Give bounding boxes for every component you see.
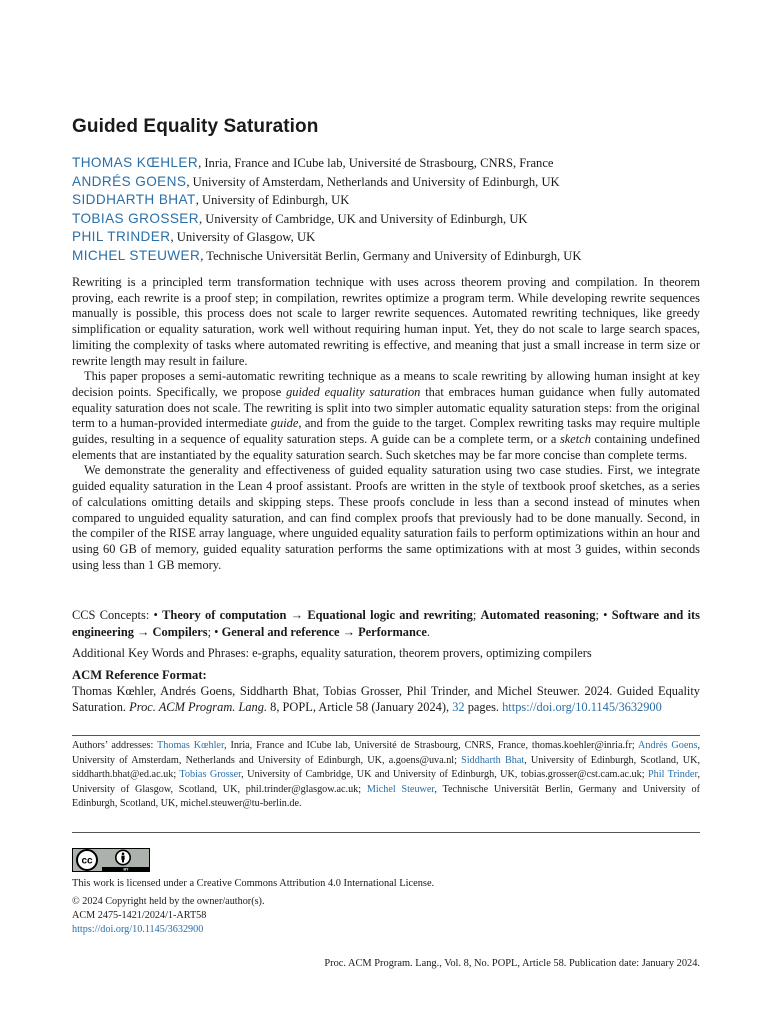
address-author-link[interactable]: Tobias Grosser xyxy=(179,769,242,780)
abstract-text: This paper proposes a semi-automatic rewriting technique as a means to scale rewriting by allowing human insight at key decision points. Specifically, we propose xyxy=(72,369,700,399)
ccs-separator: ; • xyxy=(207,625,222,639)
keywords: Additional Key Words and Phrases: e-graphs, equality saturation, theorem provers, optimizing compilers xyxy=(72,646,592,660)
author-addresses xyxy=(72,739,700,812)
abstract-paragraph-1: Rewriting is a principled term transformation technique with uses across theorem proving and compilation. In theorem proving, each rewrite is a proof step; in compilation, rewrites optimize a program term. While developing rewrite sequences manually is possible, this process does not scale to larger rewrite sequences. Automated rewriting techniques, like greedy simplification or equality saturation, work well without requiring human input. Yet, they do not scale to large search spaces, limiting the complexity of tasks where automated rewriting is effective, and meaning that just a small increase in term size or rewrite length may result in failure. xyxy=(72,275,700,368)
acm-id-line: ACM 2475-1421/2024/1-ART58 xyxy=(72,909,207,921)
author-name[interactable]: PHIL TRINDER xyxy=(72,229,171,244)
address-detail: , University of Edinburgh, Scotland, UK, siddharth.bhat@ed.ac.uk; xyxy=(72,754,701,780)
by-label: BY xyxy=(123,867,129,872)
author-affiliation: , Inria, France and ICube lab, Université de Strasbourg, CNRS, France xyxy=(198,156,554,170)
ccs-separator: ; xyxy=(472,608,481,622)
address-detail: , Inria, France and ICube lab, Université de Strasbourg, CNRS, France, thomas.koehler@inria.fr; xyxy=(223,740,639,751)
copyright-line: © 2024 Copyright held by the owner/author(s). xyxy=(72,896,265,907)
ccs-concept: Theory of computation → Equational logic and rewriting xyxy=(162,608,473,622)
reference-text: pages. xyxy=(464,699,503,714)
author-affiliation: , University of Amsterdam, Netherlands and University of Edinburgh, UK xyxy=(186,174,560,189)
author-entry xyxy=(72,173,700,192)
ccs-concept: Software and its engineering → Compilers xyxy=(72,608,700,639)
address-detail: , University of Cambridge, UK and University of Edinburgh, UK, tobias.grosser@cst.cam.ac.uk; xyxy=(241,769,648,780)
author-affiliation: , University of Edinburgh, UK xyxy=(195,193,350,207)
svg-text:cc: cc xyxy=(81,855,93,867)
abstract-paragraph-2 xyxy=(72,369,700,463)
author-name[interactable]: TOBIAS GROSSER xyxy=(72,210,199,226)
address-detail: , University of Glasgow, Scotland, UK, phil.trinder@glasgow.ac.uk; xyxy=(72,769,700,795)
cc-by-license-badge[interactable] xyxy=(72,848,150,872)
copyright-doi-link[interactable]: https://doi.org/10.1145/3632900 xyxy=(72,923,204,935)
reference-text: Thomas Kœhler, Andrés Goens, Siddharth Bhat, Tobias Grosser, Phil Trinder, and Michel Steuwer. 2024. Guided Equality Saturation. xyxy=(72,684,700,714)
author-entry xyxy=(72,191,700,210)
address-author-link[interactable]: Andrés Goens xyxy=(638,740,698,751)
page-footer: Proc. ACM Program. Lang., Vol. 8, No. POPL, Article 58. Publication date: January 2024. xyxy=(324,958,700,969)
ccs-separator: ; • xyxy=(595,608,612,622)
addresses-label: Authors’ addresses: xyxy=(72,740,158,751)
reference-text: 8, POPL, Article 58 (January 2024), xyxy=(267,699,453,714)
author-list xyxy=(72,154,700,265)
reference-format xyxy=(72,684,700,715)
author-entry xyxy=(72,210,700,229)
abstract-emphasis: guide xyxy=(270,416,299,431)
address-detail: , University of Amsterdam, Netherlands and University of Edinburgh, UK, a.goens@uva.nl; xyxy=(72,740,700,766)
cc-icon xyxy=(77,850,97,870)
abstract-emphasis: sketch xyxy=(559,432,591,447)
address-author-link[interactable]: Thomas Kœhler xyxy=(157,740,224,751)
address-author-link[interactable]: Michel Steuwer xyxy=(366,783,435,795)
author-name[interactable]: SIDDHARTH BHAT xyxy=(72,192,196,207)
reference-doi-link[interactable]: https://doi.org/10.1145/3632900 xyxy=(502,699,662,714)
abstract-paragraph-3: We demonstrate the generality and effectiveness of guided equality saturation using two case studies. First, we integrate guided equality saturation in the Lean 4 proof assistant. Proofs are written in the style of textbook proof sketches, as a series of calculations omitting details and skipping steps. These proofs conclude in less than a second instead of minutes when compared to unguided equality saturation, and can find complex proofs that previously had to be done manually. Second, in the compiler of the RISE array language, where unguided equality saturation fails to perform optimizations within an hour and using 60 GB of memory, guided equality saturation performs the same optimizations with at most 3 guides, within seconds using less than 1 GB memory. xyxy=(72,463,700,572)
ccs-concepts xyxy=(72,607,700,641)
author-name[interactable]: THOMAS KŒHLER xyxy=(72,155,199,170)
copyright-block xyxy=(72,895,265,936)
ccs-concept: Automated reasoning xyxy=(480,608,596,622)
reference-pages-link[interactable]: 32 xyxy=(452,699,465,714)
author-affiliation: , University of Glasgow, UK xyxy=(170,230,316,244)
address-author-link[interactable]: Siddharth Bhat xyxy=(461,754,525,766)
author-entry xyxy=(72,247,700,266)
paper-title: Guided Equality Saturation xyxy=(72,116,319,137)
abstract xyxy=(72,275,700,573)
divider xyxy=(72,735,700,736)
ccs-label: CCS Concepts: • xyxy=(72,608,163,622)
author-affiliation: , University of Cambridge, UK and University of Edinburgh, UK xyxy=(198,211,528,226)
author-name[interactable]: MICHEL STEUWER xyxy=(72,247,201,263)
author-name[interactable]: ANDRÉS GOENS xyxy=(72,173,187,189)
author-entry xyxy=(72,228,700,247)
abstract-emphasis: guided equality saturation xyxy=(286,384,421,399)
abstract-text: that embraces human guidance when fully automated equality saturation does not scale. The rewriting is split into two simpler automatic equality saturation steps: from the original term to a human-provided intermediate xyxy=(72,384,701,431)
author-entry xyxy=(72,154,700,173)
author-affiliation: , Technische Universität Berlin, Germany and University of Edinburgh, UK xyxy=(200,248,582,263)
abstract-text: containing undefined elements that are instantiated by the equality saturation search. Such sketches may be far more concise than complete terms. xyxy=(72,432,701,462)
person-icon xyxy=(116,850,130,864)
license-statement: This work is licensed under a Creative Commons Attribution 4.0 International License. xyxy=(72,878,435,889)
address-author-link[interactable]: Phil Trinder xyxy=(647,769,698,780)
ccs-concept: General and reference → Performance xyxy=(221,625,427,639)
reference-heading: ACM Reference Format: xyxy=(72,668,207,682)
reference-journal: Proc. ACM Program. Lang. xyxy=(129,699,268,714)
abstract-text: , and from the guide to the target. Complex rewriting tasks may require multiple guides, resulting in a sequence of equality saturation steps. A guide can be a complete term, or a xyxy=(72,416,700,447)
ccs-separator: . xyxy=(426,625,430,639)
divider xyxy=(72,832,700,833)
address-detail: , Technische Universität Berlin, Germany and University of Edinburgh, Scotland, UK, michel.steuwer@tu-berlin.de. xyxy=(72,783,700,809)
